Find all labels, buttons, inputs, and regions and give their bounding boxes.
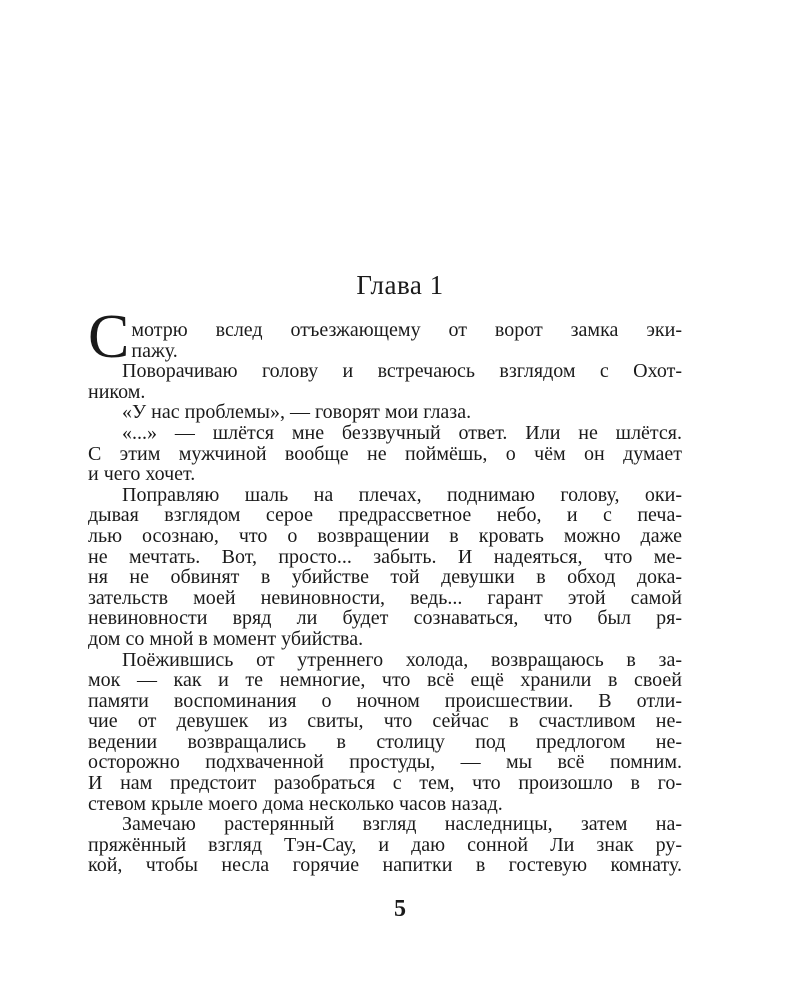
- text-line: ником.: [88, 380, 146, 403]
- text-line: С этим мужчиной вообще не поймёшь, о чём он думает: [88, 442, 682, 465]
- page-number: 5: [394, 896, 406, 922]
- text-line: и чего хочет.: [88, 463, 196, 486]
- text-line: ня не обвинят в убийстве той девушки в обход дока-: [88, 566, 682, 589]
- text-line: дывая взглядом серое предрассветное небо, и с печа-: [88, 504, 682, 527]
- text-line: ведении возвращались в столицу под предлогом не-: [88, 730, 682, 753]
- text-line: памяти воспоминания о ночном происшествии. В отли-: [88, 689, 682, 712]
- text-lines: [88, 341, 682, 876]
- chapter-title: Глава 1: [356, 270, 444, 300]
- text-line: осторожно подхваченной простуды, — мы всё помним.: [88, 751, 682, 774]
- text-line: пажу.: [131, 339, 178, 362]
- drop-cap: С: [88, 303, 130, 371]
- text-line: И нам предстоит разобраться с тем, что произошло в го-: [88, 772, 682, 795]
- text-line: чие от девушек из свиты, что сейчас в счастливом не-: [88, 710, 682, 733]
- text-line: стевом крыле моего дома несколько часов назад.: [88, 792, 503, 815]
- text-line: Поёжившись от утреннего холода, возвращаюсь в за-: [122, 648, 682, 671]
- text-line: не мечтать. Вот, просто... забыть. И надеяться, что ме-: [88, 545, 682, 568]
- text-line: мок — как и те немногие, что всё ещё хранили в своей: [88, 669, 682, 692]
- text-line: зательств моей невиновности, ведь... гарант этой самой: [88, 586, 682, 609]
- text-line: «...» — шлётся мне беззвучный ответ. Или не шлётся.: [122, 421, 682, 444]
- text-line: пряжённый взгляд Тэн-Сау, и даю сонной Ли знак ру-: [88, 833, 682, 856]
- text-line: лью осознаю, что о возвращении в кровать можно даже: [88, 524, 682, 547]
- text-line: «У нас проблемы», — говорят мои глаза.: [122, 401, 472, 424]
- first-line: мотрю вслед отъезжающему от ворот замка эки-: [131, 319, 682, 341]
- text-line: невиновности вряд ли будет сознаваться, что был ря-: [88, 607, 682, 630]
- text-line: Поворачиваю голову и встречаюсь взглядом с Охот-: [122, 360, 682, 383]
- text-line: Поправляю шаль на плечах, поднимаю голову, оки-: [122, 483, 682, 506]
- text-line: кой, чтобы несла горячие напитки в гостевую комнату.: [88, 854, 682, 877]
- chapter-body: [88, 303, 682, 877]
- text-line: Замечаю растерянный взгляд наследницы, затем на-: [122, 813, 682, 836]
- text-line: дом со мной в момент убийства.: [88, 627, 364, 650]
